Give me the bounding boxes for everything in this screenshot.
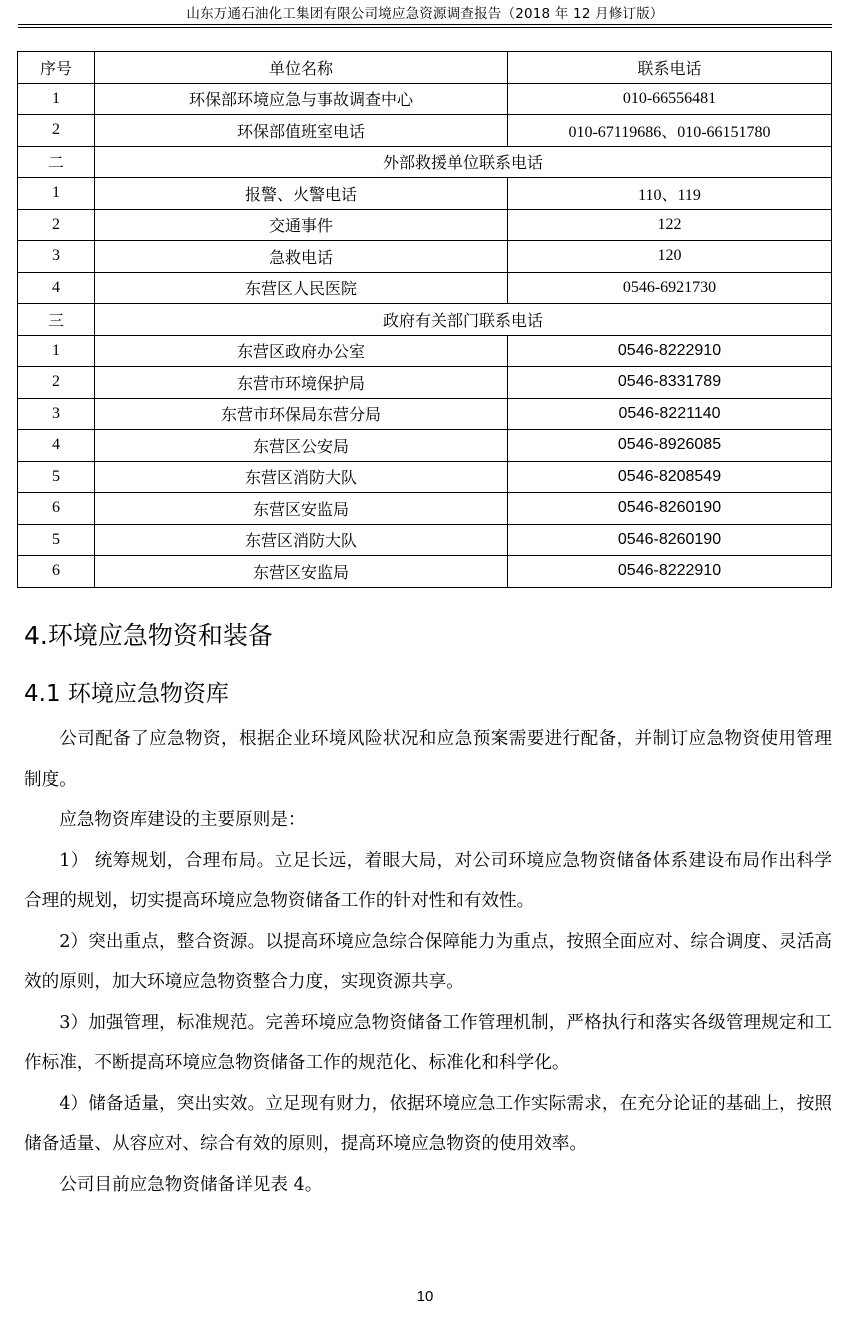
table-row [18,398,832,430]
table-row [18,524,832,556]
unit-name-cell: 环保部环境应急与事故调查中心 [95,83,508,115]
page-header: 山东万通石油化工集团有限公司境应急资源调查报告（2018 年 12 月修订版） [186,6,664,22]
table-row [18,493,832,525]
table-row [18,83,832,115]
unit-name-cell: 东营区公安局 [95,430,508,462]
column-header-phone: 联系电话 [508,52,832,84]
row-number-cell: 1 [18,83,95,115]
subsection-heading: 4.1 环境应急物资库 [24,681,229,707]
row-number-cell: 5 [18,461,95,493]
unit-name-cell: 东营市环保局东营分局 [95,398,508,430]
table-row [18,335,832,367]
unit-name-cell: 东营区消防大队 [95,524,508,556]
phone-cell: 0546-8260190 [508,493,832,525]
row-number-cell: 5 [18,524,95,556]
phone-cell: 0546-8260190 [508,524,832,556]
row-number-cell: 1 [18,178,95,210]
phone-cell: 0546-8926085 [508,430,832,462]
table-row [18,209,832,241]
row-number-cell: 2 [18,367,95,399]
table-row [18,367,832,399]
column-header-number: 序号 [18,52,95,84]
table-row [18,556,832,588]
row-number-cell: 4 [18,430,95,462]
contacts-table [17,51,832,588]
table-section-row [18,304,832,336]
phone-cell: 0546-8331789 [508,367,832,399]
row-number-cell: 3 [18,241,95,273]
table-header-row [18,52,832,84]
phone-cell: 120 [508,241,832,273]
paragraph: 4）储备适量，突出实效。立足现有财力，依据环境应急工作实际需求，在充分论证的基础上，按照储备适量、从容应对、综合有效的原则，提高环境应急物资的使用效率。 [24,1093,832,1154]
table-section-row [18,146,832,178]
paragraph: 公司目前应急物资储备详见表 4。 [59,1174,323,1195]
phone-cell: 122 [508,209,832,241]
phone-cell: 0546-6921730 [508,272,832,304]
paragraph: 3）加强管理，标准规范。完善环境应急物资储备工作管理机制，严格执行和落实各级管理规定和工作标准，不断提高环境应急物资储备工作的规范化、标准化和科学化。 [24,1012,832,1073]
phone-cell: 0546-8222910 [508,335,832,367]
phone-cell: 0546-8222910 [508,556,832,588]
unit-name-cell: 东营区人民医院 [95,272,508,304]
table-row [18,178,832,210]
table-row [18,241,832,273]
paragraph: 2）突出重点，整合资源。以提高环境应急综合保障能力为重点，按照全面应对、综合调度、灵活高效的原则，加大环境应急物资整合力度，实现资源共享。 [24,931,832,992]
phone-cell: 010-66556481 [508,83,832,115]
unit-name-cell: 急救电话 [95,241,508,273]
row-number-cell: 4 [18,272,95,304]
unit-name-cell: 报警、火警电话 [95,178,508,210]
table-row [18,461,832,493]
table-row [18,115,832,147]
unit-name-cell: 东营市环境保护局 [95,367,508,399]
unit-name-cell: 东营区消防大队 [95,461,508,493]
paragraph: 公司配备了应急物资，根据企业环境风险状况和应急预案需要进行配备，并制订应急物资使用管理制度。 [24,729,832,790]
unit-name-cell: 东营区政府办公室 [95,335,508,367]
page-number: 10 [416,1288,434,1305]
paragraph: 应急物资库建设的主要原则是： [59,810,306,830]
row-number-cell: 6 [18,493,95,525]
phone-cell: 110、119 [508,178,832,210]
section-number-cell: 二 [18,146,95,178]
column-header-unit: 单位名称 [95,52,508,84]
phone-cell: 0546-8221140 [508,398,832,430]
unit-name-cell: 环保部值班室电话 [95,115,508,147]
section-heading: 4.环境应急物资和装备 [24,621,273,650]
unit-name-cell: 交通事件 [95,209,508,241]
section-title-cell: 外部救援单位联系电话 [95,146,832,178]
header-rule [18,24,832,28]
row-number-cell: 3 [18,398,95,430]
table-row [18,272,832,304]
row-number-cell: 2 [18,209,95,241]
body-text [24,719,832,1205]
table-body [18,83,832,587]
table-row [18,430,832,462]
phone-cell: 0546-8208549 [508,461,832,493]
section-title-cell: 政府有关部门联系电话 [95,304,832,336]
row-number-cell: 1 [18,335,95,367]
paragraph: 1） 统筹规划，合理布局。立足长远，着眼大局，对公司环境应急物资储备体系建设布局作出科学合理的规划，切实提高环境应急物资储备工作的针对性和有效性。 [24,850,832,911]
phone-cell: 010-67119686、010-66151780 [508,115,832,147]
row-number-cell: 6 [18,556,95,588]
unit-name-cell: 东营区安监局 [95,556,508,588]
section-number-cell: 三 [18,304,95,336]
row-number-cell: 2 [18,115,95,147]
unit-name-cell: 东营区安监局 [95,493,508,525]
